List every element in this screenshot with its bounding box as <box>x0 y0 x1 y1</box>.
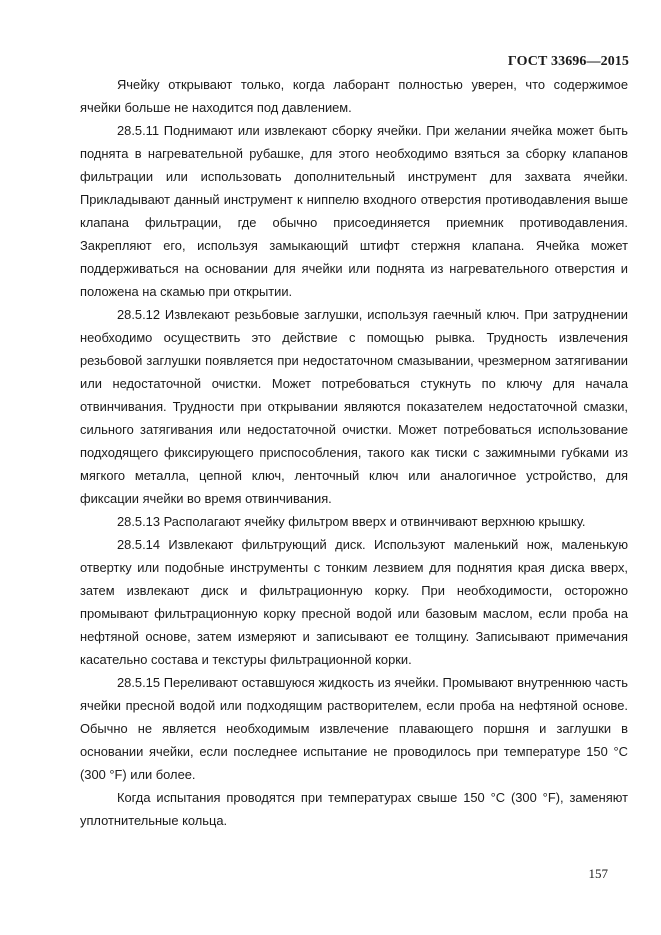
paragraph-28-5-13: 28.5.13 Располагают ячейку фильтром вверх и отвинчивают верхнюю крышку. <box>117 514 586 529</box>
page-number: 157 <box>588 866 608 881</box>
paragraph-intro: Ячейку открывают только, когда лаборант полностью уверен, что содержимое ячейки больше не находится под давлением. <box>80 77 628 115</box>
paragraph-28-5-11: 28.5.11 Поднимают или извлекают сборку ячейки. При желании ячейка может быть поднята в нагревательной рубашке, для этого необходимо взяться за сборку клапанов фильтрации или использовать дополнительный инструмент для захвата ячейки. Прикладывают данный инструмент к ниппелю входного отверстия противодавления выше клапана фильтрации, где обычно присоединяется приемник противодавления. Закрепляют его, используя замыкающий штифт стержня клапана. Ячейка может поддерживаться на основании для ячейки или поднята из нагревательного отверстия и положена на скамью при открытии. <box>80 123 628 299</box>
document-body <box>80 73 628 832</box>
paragraph-28-5-14: 28.5.14 Извлекают фильтрующий диск. Используют маленький нож, маленькую отвертку или подобные инструменты с тонким лезвием для поднятия края диска вверх, затем извлекают диск и фильтрационную корку. При необходимости, осторожно промывают фильтрационную корку пресной водой или базовым маслом, если проба на нефтяной основе, затем измеряют и записывают ее толщину. Записывают примечания касательно состава и текстуры фильтрационной корки. <box>80 537 628 667</box>
paragraph-28-5-12: 28.5.12 Извлекают резьбовые заглушки, используя гаечный ключ. При затруднении необходимо осуществить это действие с помощью рывка. Трудность извлечения резьбовой заглушки появляется при недостаточном смазывании, чрезмерном затягивании или недостаточной очистки. Может потребоваться стукнуть по ключу для начала отвинчивания. Трудности при открывании являются показателем недостаточной смазки, сильного затягивания или недостаточной очистки. Может потребоваться использование подходящего фиксирующего приспособления, такого как тиски с зажимными губками из мягкого металла, цепной ключ, ленточный ключ или аналогичное устройство, для фиксации ячейки во время отвинчивания. <box>80 307 628 506</box>
standard-header: ГОСТ 33696—2015 <box>507 54 629 69</box>
paragraph-28-5-15: 28.5.15 Переливают оставшуюся жидкость из ячейки. Промывают внутреннюю часть ячейки пресной водой или подходящим растворителем, если проба на нефтяной основе. Обычно не является необходимым извлечение плавающего поршня и заглушки в основании ячейки, если последнее испытание не проводилось при температуре 150 °С (300 °F) или более. <box>80 675 628 782</box>
paragraph-closing: Когда испытания проводятся при температурах свыше 150 °С (300 °F), заменяют уплотнительные кольца. <box>80 790 628 828</box>
